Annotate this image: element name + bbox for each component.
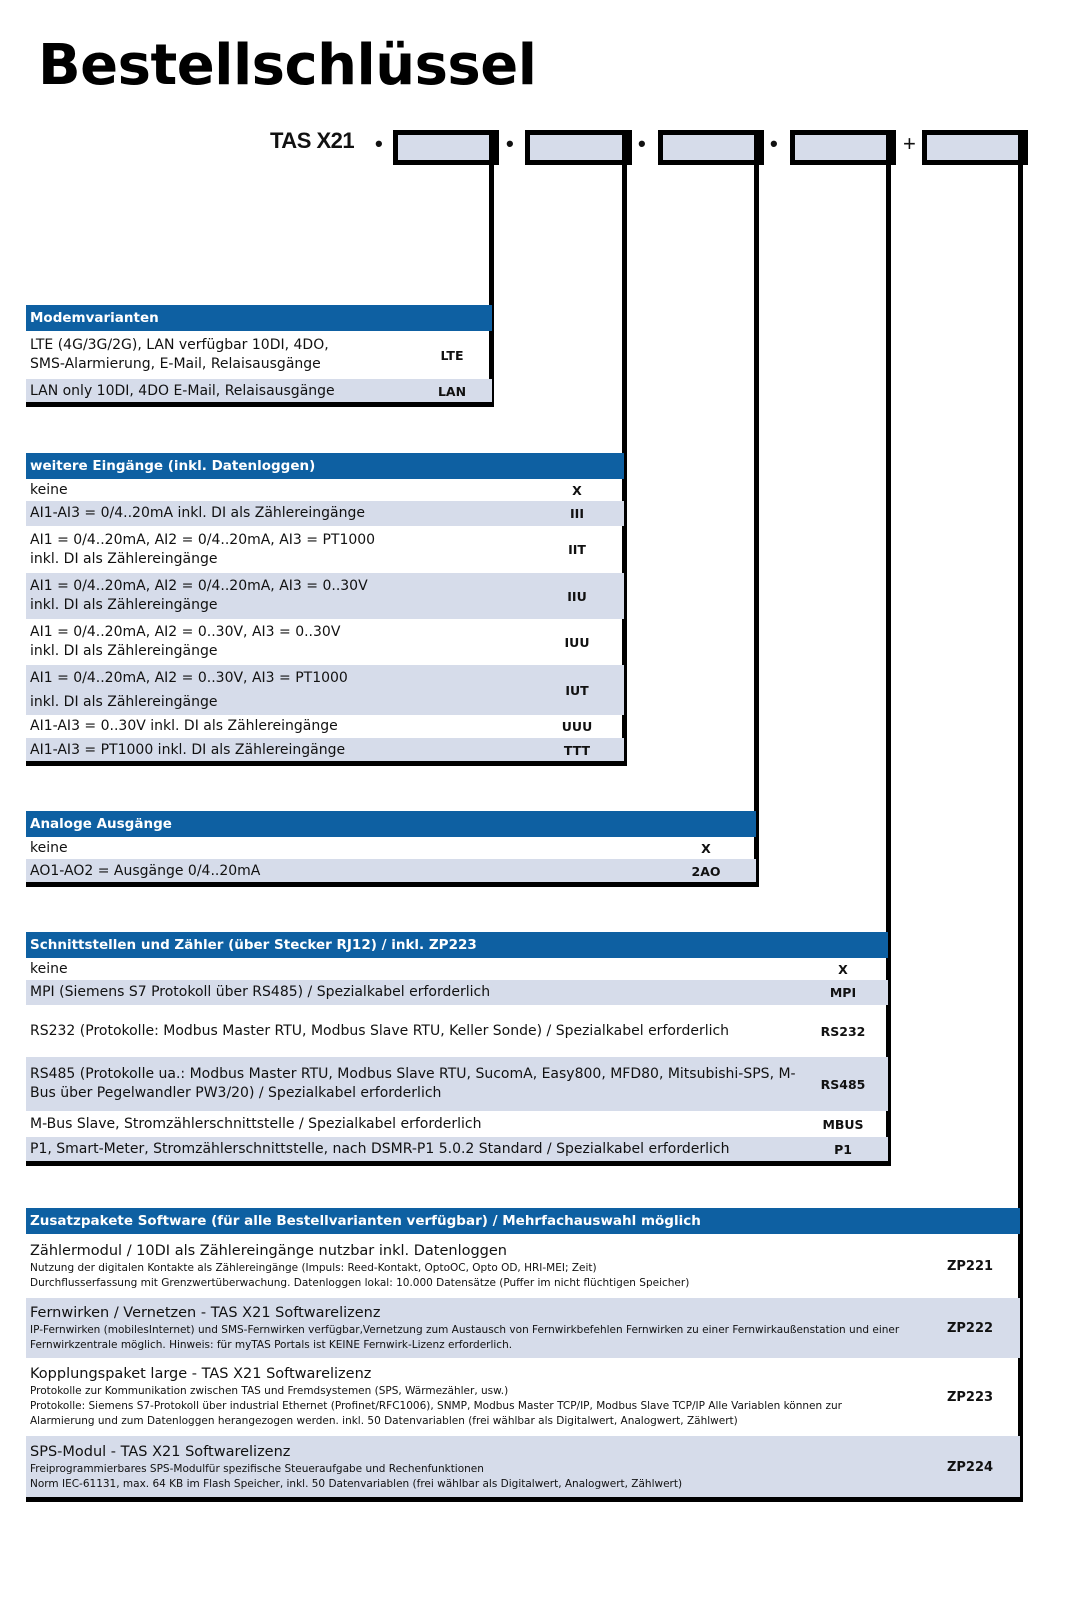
option-code: IUT (565, 682, 589, 698)
option-code: IIU (567, 588, 587, 604)
option-row[interactable] (26, 1436, 1020, 1498)
option-code: TTT (563, 742, 591, 758)
section-header: Analoge Ausgänge (26, 811, 756, 837)
section-inputs (26, 453, 624, 762)
option-row[interactable] (26, 526, 624, 573)
option-code: LAN (437, 383, 467, 399)
option-code: ZP224 (946, 1459, 994, 1475)
option-code: X (838, 961, 848, 977)
option-row[interactable] (26, 1111, 888, 1137)
section-header: Zusatzpakete Software (für alle Bestellvarianten verfügbar) / Mehrfachauswahl möglich (26, 1208, 1020, 1234)
option-code: X (572, 482, 582, 498)
table-bottom-border (26, 402, 494, 407)
option-code: LTE (440, 347, 464, 363)
option-description: AI1-AI3 = 0/4..20mA inkl. DI als Zählereingänge (30, 505, 365, 521)
option-row[interactable] (26, 958, 888, 980)
option-code: IIT (568, 542, 586, 557)
option-code: UUU (561, 719, 593, 734)
option-row[interactable] (26, 1298, 1020, 1358)
option-row[interactable] (26, 501, 624, 526)
section-analog-outputs (26, 811, 756, 883)
table-bottom-border (26, 761, 627, 766)
separator-dot: • (375, 131, 383, 156)
option-code: III (570, 506, 584, 521)
separator-dot: • (770, 131, 778, 156)
order-slot-analog-outputs[interactable] (658, 130, 764, 165)
table-bottom-border (26, 1497, 1023, 1502)
option-row[interactable] (26, 479, 624, 501)
option-code: ZP223 (946, 1389, 994, 1405)
option-description: LAN only 10DI, 4DO E-Mail, Relaisausgänge (30, 382, 335, 399)
option-row[interactable] (26, 859, 756, 883)
option-row[interactable] (26, 379, 492, 403)
option-description: Kopplungspaket large - TAS X21 Softwarelizenz Protokolle zur Kommunikation zwischen TAS und Fremdsystemen (SPS, Wärmezähler, usw.) Protokolle: Siemens S7-Protokoll über industrial Ethernet (Profinet/RFC1006), SNMP, Modbus Master TCP/IP, Modbus Slave TCP/IP Alle Variablen können zur Alarmierung und zum Datenloggen herangezogen werden. inkl. 50 Datenvariablen (frei wählbar als Digitalwert, Analogwert, Zählwert) (30, 1366, 842, 1427)
option-description: AI1-AI3 = 0..30V inkl. DI als Zählereingänge (30, 718, 338, 734)
option-row[interactable] (26, 1057, 888, 1111)
option-row[interactable] (26, 980, 888, 1005)
order-slot-modem[interactable] (393, 130, 499, 165)
option-row[interactable] (26, 573, 624, 619)
option-code: RS485 (820, 1076, 866, 1092)
option-code: X (701, 840, 711, 856)
section-header: Modemvarianten (26, 305, 492, 331)
option-row[interactable] (26, 1358, 1020, 1436)
option-description: keine (30, 839, 68, 856)
option-row[interactable] (26, 1234, 1020, 1298)
option-description: AI1 = 0/4..20mA, AI2 = 0..30V, AI3 = 0..30V inkl. DI als Zählereingänge (30, 624, 341, 659)
option-row[interactable] (26, 1137, 888, 1162)
option-code: 2AO (691, 863, 721, 879)
connector-line-analog (754, 130, 759, 885)
order-slot-inputs[interactable] (525, 130, 632, 165)
section-software (26, 1208, 1020, 1498)
option-code: RS232 (820, 1023, 866, 1039)
option-row[interactable] (26, 738, 624, 762)
section-interfaces (26, 932, 888, 1162)
option-description: AI1 = 0/4..20mA, AI2 = 0..30V, AI3 = PT1000 inkl. DI als Zählereingänge (30, 670, 348, 710)
option-description: AI1-AI3 = PT1000 inkl. DI als Zählereingänge (30, 741, 346, 758)
table-bottom-border (26, 882, 759, 887)
option-description: LTE (4G/3G/2G), LAN verfügbar 10DI, 4DO, SMS-Alarmierung, E-Mail, Relaisausgänge (30, 337, 329, 372)
option-code: P1 (834, 1142, 852, 1157)
option-code: IUU (564, 634, 590, 650)
option-code: MBUS (822, 1116, 864, 1132)
option-description: RS485 (Protokolle ua.: Modbus Master RTU, Modbus Slave RTU, SucomA, Easy800, MFD80, Mitsubishi-SPS, M- Bus über Pegelwandler PW3/20) / Spezialkabel erforderlich (30, 1066, 796, 1101)
option-code: MPI (829, 985, 857, 1000)
section-modem (26, 305, 492, 403)
option-row[interactable] (26, 837, 756, 859)
option-row[interactable] (26, 619, 624, 665)
option-description: AO1-AO2 = Ausgänge 0/4..20mA (30, 862, 261, 879)
page-title: Bestellschlüssel (38, 33, 537, 98)
separator-dot: • (638, 131, 646, 156)
option-row[interactable] (26, 1005, 888, 1057)
section-header: weitere Eingänge (inkl. Datenloggen) (26, 453, 624, 479)
option-code: ZP221 (946, 1258, 994, 1274)
option-code: ZP222 (946, 1320, 994, 1336)
option-description: SPS-Modul - TAS X21 Softwarelizenz Freiprogrammierbares SPS-Modulfür spezifische Steueraufgabe und Rechenfunktionen Norm IEC-61131, max. 64 KB im Flash Speicher, inkl. 50 Datenvariablen (frei wählbar als Digitalwert, Analogwert, Zählwert) (30, 1443, 683, 1490)
option-description: keine (30, 481, 68, 498)
option-description: Fernwirken / Vernetzen - TAS X21 Softwarelizenz IP-Fernwirken (mobilesInternet) und SMS-Fernwirken verfügbar,Vernetzung zum Austausch von Fernwirkbefehlen Fernwirken zu einer Fernwirkaußenstation und einer Fernwirkzentrale möglich. Hinweis: für myTAS Portals ist KEINE Fernwirk-Lizenz erforderlich. (30, 1304, 900, 1351)
table-bottom-border (26, 1161, 891, 1166)
section-header: Schnittstellen und Zähler (über Stecker RJ12) / inkl. ZP223 (26, 932, 888, 958)
option-description: Zählermodul / 10DI als Zählereingänge nutzbar inkl. Datenloggen Nutzung der digitalen Kontakte als Zählereingänge (Impuls: Reed-Kontakt, OptoOC, Opto OD, HRI-MEI; Zeit) Durchflusserfassung mit Grenzwertüberwachung. Datenloggen lokal: 10.000 Datensätze (Puffer im nicht flüchtigen Speicher) (30, 1242, 690, 1289)
option-description: M-Bus Slave, Stromzählerschnittstelle / Spezialkabel erforderlich (30, 1115, 482, 1132)
order-slot-software[interactable] (922, 130, 1028, 165)
product-code-label: TAS X21 (270, 128, 355, 153)
separator-plus: + (903, 131, 916, 156)
option-description: keine (30, 960, 68, 977)
option-description: AI1 = 0/4..20mA, AI2 = 0/4..20mA, AI3 = 0..30V inkl. DI als Zählereingänge (30, 578, 368, 613)
option-description: MPI (Siemens S7 Protokoll über RS485) / Spezialkabel erforderlich (30, 984, 491, 1000)
option-row[interactable] (26, 715, 624, 738)
order-slot-interfaces[interactable] (790, 130, 896, 165)
option-description: RS232 (Protokolle: Modbus Master RTU, Modbus Slave RTU, Keller Sonde) / Spezialkabel erforderlich (30, 1022, 730, 1039)
separator-dot: • (506, 131, 514, 156)
option-row[interactable] (26, 331, 492, 379)
option-row[interactable] (26, 665, 624, 715)
option-description: P1, Smart-Meter, Stromzählerschnittstelle, nach DSMR-P1 5.0.2 Standard / Spezialkabel erforderlich (30, 1141, 730, 1157)
option-description: AI1 = 0/4..20mA, AI2 = 0/4..20mA, AI3 = PT1000 inkl. DI als Zählereingänge (30, 531, 376, 567)
